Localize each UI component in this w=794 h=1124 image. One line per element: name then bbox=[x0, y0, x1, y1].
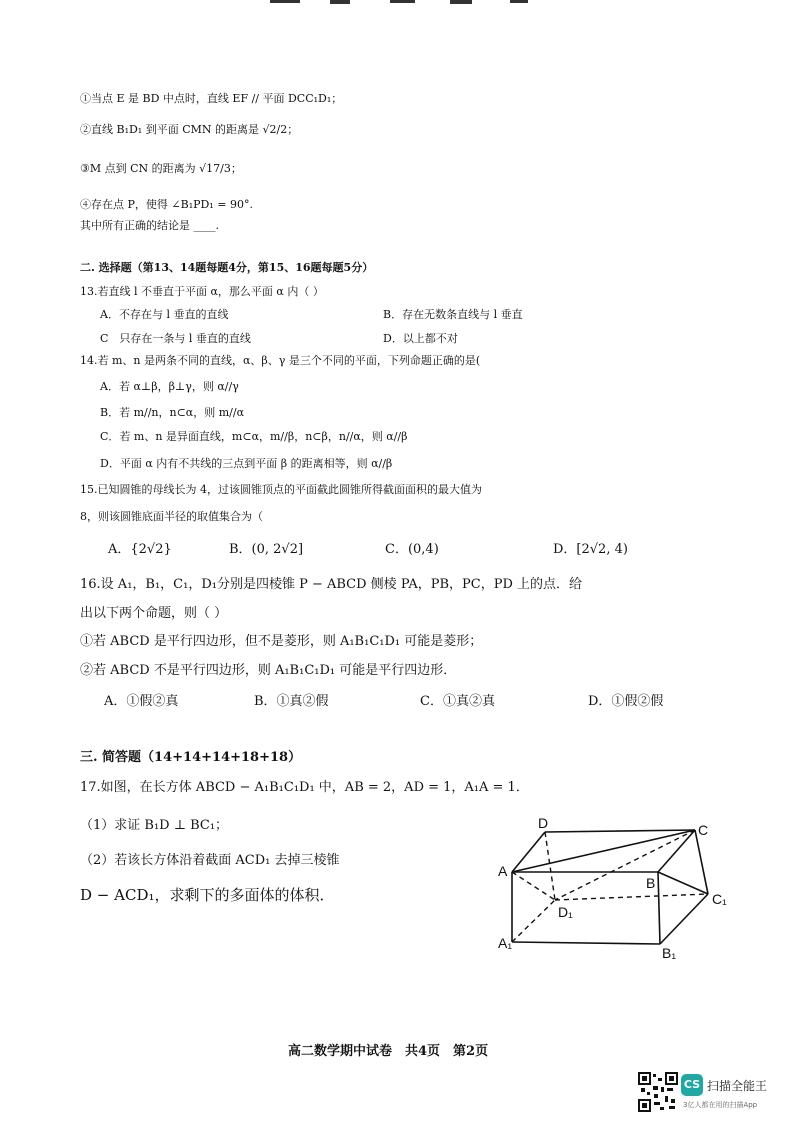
q12-question: 其中所有正确的结论是 ____. bbox=[80, 219, 219, 232]
edge-D-C bbox=[545, 830, 695, 832]
q15-stem-line-2: 8，则该圆锥底面半径的取值集合为（ bbox=[80, 510, 263, 523]
edge-A1-B1 bbox=[512, 942, 660, 944]
vertex-label-C: C bbox=[698, 822, 709, 838]
q16-option-d: D．①假②假 bbox=[588, 694, 664, 709]
camscanner-logo: CS bbox=[681, 1074, 703, 1096]
edge-A1-D1 bbox=[512, 900, 555, 942]
q14-option-a: A．若 α⊥β，β⊥γ，则 α//γ bbox=[100, 380, 239, 393]
q17-stem: 17.如图，在长方体 ABCD − A₁B₁C₁D₁ 中，AB = 2，AD = 1，A₁A = 1． bbox=[80, 780, 529, 795]
edge-B-B1 bbox=[658, 872, 660, 944]
q13-option-a: A．不存在与 l 垂直的直线 bbox=[100, 308, 229, 321]
q16-option-a: A．①假②真 bbox=[104, 694, 179, 709]
vertex-label-C1: C₁ bbox=[712, 891, 727, 907]
q14-option-d: D．平面 α 内有不共线的三点到平面 β 的距离相等，则 α//β bbox=[100, 457, 393, 470]
qr-code-icon bbox=[638, 1072, 678, 1112]
q13-stem: 13.若直线 l 不垂直于平面 α，那么平面 α 内（ ） bbox=[80, 285, 324, 298]
edge-B-C1 bbox=[658, 872, 708, 894]
q17-part-2-continued: D − ACD₁，求剩下的多面体的体积． bbox=[80, 886, 335, 904]
q14-stem: 14.若 m、n 是两条不同的直线，α、β、γ 是三个不同的平面，下列命题正确的是( bbox=[80, 354, 481, 367]
q12-statement-1: ①当点 E 是 BD 中点时，直线 EF // 平面 DCC₁D₁； bbox=[80, 92, 343, 105]
edge-A-C bbox=[512, 830, 695, 872]
vertex-label-D: D bbox=[538, 815, 549, 831]
section-2-title: 二. 选择题（第13、14题每题4分，第15、16题每题5分） bbox=[80, 261, 374, 274]
q16-option-c: C．①真②真 bbox=[420, 694, 495, 709]
q15-option-b: B．(0, 2√2] bbox=[229, 542, 304, 557]
edge-D1-C1 bbox=[555, 894, 708, 900]
q16-proposition-1: ①若 ABCD 是平行四边形，但不是菱形，则 A₁B₁C₁D₁ 可能是菱形； bbox=[80, 634, 483, 649]
edge-C-D1 bbox=[555, 830, 695, 900]
vertex-label-A: A bbox=[498, 863, 508, 879]
edge-C-C1 bbox=[695, 830, 708, 894]
vertex-label-B: B bbox=[646, 875, 656, 891]
vertex-label-B1: B₁ bbox=[662, 945, 677, 961]
edge-D-D1 bbox=[545, 832, 555, 900]
section-3-title: 三. 简答题（14+14+14+18+18） bbox=[80, 750, 302, 765]
q16-option-b: B．①真②假 bbox=[254, 694, 329, 709]
cuboid-figure bbox=[490, 812, 740, 962]
camscanner-name: 扫描全能王 bbox=[707, 1079, 768, 1093]
edge-B1-C1 bbox=[660, 894, 708, 944]
q13-option-b: B．存在无数条直线与 l 垂直 bbox=[383, 308, 523, 321]
q14-option-b: B．若 m//n，n⊂α，则 m//α bbox=[100, 406, 245, 419]
vertex-label-A1: A₁ bbox=[498, 935, 513, 951]
q15-option-d: D．[2√2, 4) bbox=[553, 542, 628, 557]
q16-stem-line-1: 16.设 A₁，B₁，C₁，D₁分别是四棱锥 P − ABCD 侧棱 PA，PB，PC，PD 上的点．给 bbox=[80, 577, 583, 592]
page-footer: 高二数学期中试卷 共4页 第2页 bbox=[288, 1044, 489, 1059]
edge-A-D1 bbox=[512, 872, 555, 900]
q17-part-2: （2）若该长方体沿着截面 ACD₁ 去掉三棱锥 bbox=[80, 853, 340, 868]
vertex-label-D1: D₁ bbox=[558, 904, 573, 920]
edge-B-C bbox=[658, 830, 695, 872]
q13-option-d: D．以上都不对 bbox=[383, 332, 458, 345]
q12-statement-4: ④存在点 P，使得 ∠B₁PD₁ = 90°. bbox=[80, 198, 253, 211]
cropped-header-remnant bbox=[270, 0, 550, 6]
q17-part-1: （1）求证 B₁D ⊥ BC₁； bbox=[80, 818, 229, 833]
q13-option-c: C 只存在一条与 l 垂直的直线 bbox=[100, 332, 251, 345]
q15-stem-line-1: 15.已知圆锥的母线长为 4，过该圆锥顶点的平面截此圆锥所得截面面积的最大值为 bbox=[80, 483, 482, 496]
q14-option-c: C．若 m、n 是异面直线，m⊂α，m//β，n⊂β，n//α，则 α//β bbox=[100, 430, 408, 443]
q16-proposition-2: ②若 ABCD 不是平行四边形，则 A₁B₁C₁D₁ 可能是平行四边形． bbox=[80, 663, 457, 678]
q15-option-c: C．(0,4) bbox=[385, 542, 439, 557]
q16-stem-line-2: 出以下两个命题，则（ ） bbox=[80, 606, 228, 621]
q15-option-a: A．{2√2} bbox=[108, 542, 172, 557]
q12-statement-3: ③M 点到 CN 的距离为 √17/3； bbox=[80, 162, 242, 175]
q12-statement-2: ②直线 B₁D₁ 到平面 CMN 的距离是 √2/2； bbox=[80, 123, 299, 136]
camscanner-tagline: 3亿人都在用的扫描App bbox=[683, 1101, 758, 1109]
